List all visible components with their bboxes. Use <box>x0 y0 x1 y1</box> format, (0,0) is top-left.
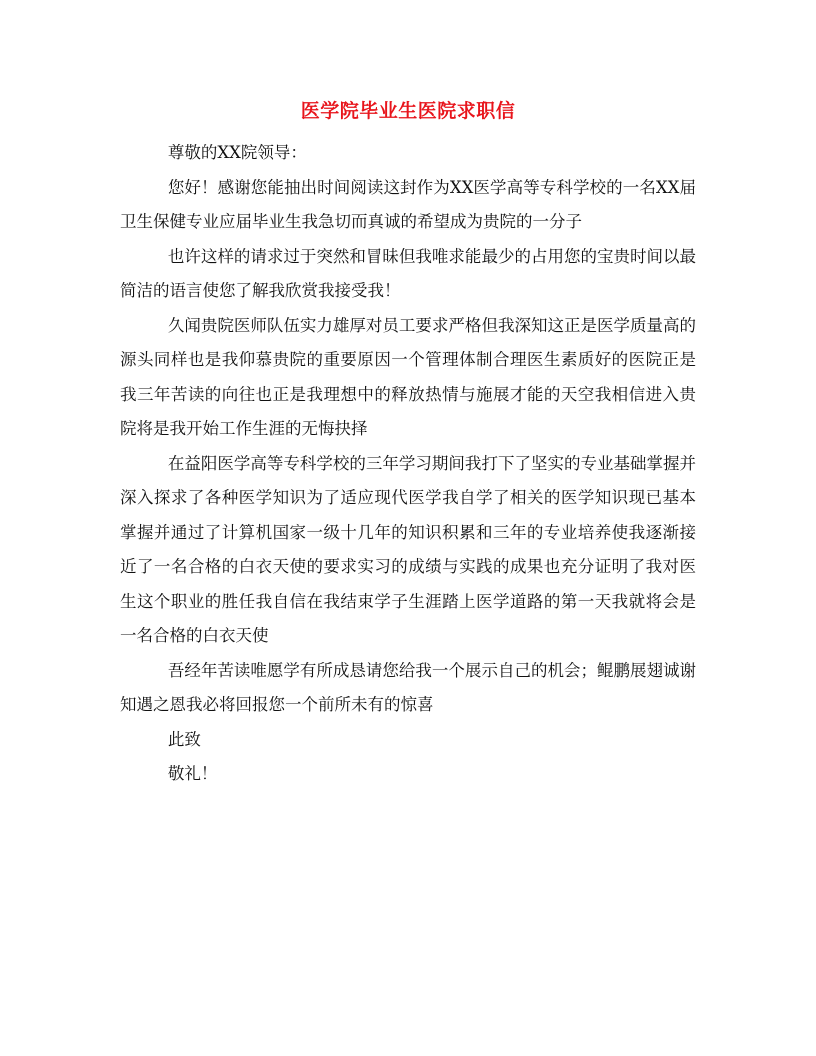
paragraph-1: 您好！感谢您能抽出时间阅读这封作为XX医学高等专科学校的一名XX届卫生保健专业应届毕业生我急切而真诚的希望成为贵院的一分子 <box>120 177 696 231</box>
paragraph-2: 也许这样的请求过于突然和冒昧但我唯求能最少的占用您的宝贵时间以最简洁的语言使您了解我欣赏我接受我！ <box>120 246 696 300</box>
closing-line-2: 敬礼！ <box>167 764 218 783</box>
salutation: 尊敬的XX院领导： <box>167 143 307 162</box>
letter-body <box>120 136 696 792</box>
closing-line-1: 此致 <box>167 729 201 749</box>
paragraph-3: 久闻贵院医师队伍实力雄厚对员工要求严格但我深知这正是医学质量高的源头同样也是我仰慕贵院的重要原因一个管理体制合理医生素质好的医院正是我三年苦读的向往也正是我理想中的释放热情与施展才能的天空我相信进入贵院将是我开始工作生涯的无悔抉择 <box>120 315 696 438</box>
document-title: 医学院毕业生医院求职信 <box>300 100 516 122</box>
paragraph-4: 在益阳医学高等专科学校的三年学习期间我打下了坚实的专业基础掌握并深入探求了各种医学知识为了适应现代医学我自学了相关的医学知识现已基本掌握并通过了计算机国家一级十几年的知识积累和三年的专业培养使我逐渐接近了一名合格的白衣天使的要求实习的成绩与实践的成果也充分证明了我对医生这个职业的胜任我自信在我结束学子生涯踏上医学道路的第一天我就将会是一名合格的白衣天使 <box>120 453 696 645</box>
paragraph-5: 吾经年苦读唯愿学有所成恳请您给我一个展示自己的机会；鲲鹏展翅诚谢知遇之恩我必将回报您一个前所未有的惊喜 <box>120 660 696 714</box>
